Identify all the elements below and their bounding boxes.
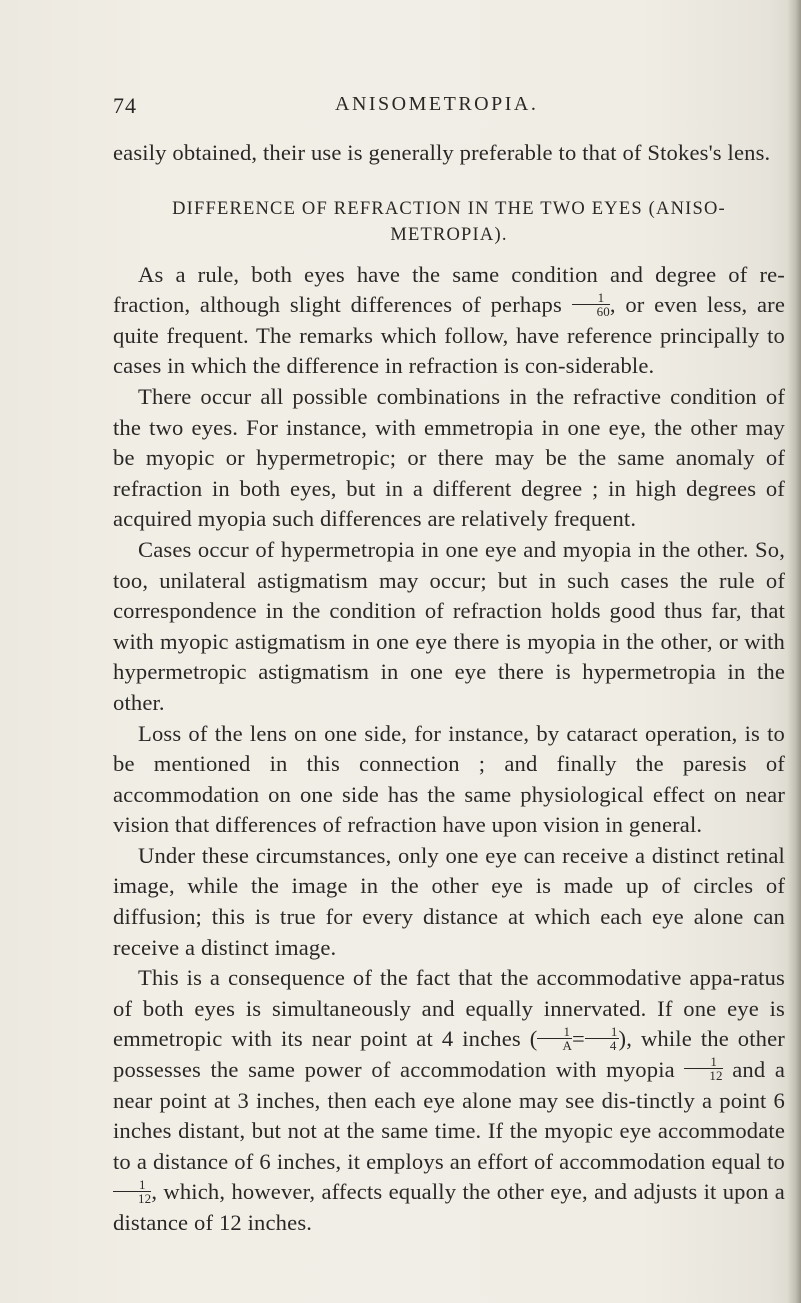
fraction-1-12-second: [113, 1178, 151, 1205]
running-head: [113, 93, 783, 123]
fraction-denominator: 60: [596, 303, 610, 319]
fraction-1-4: [585, 1025, 619, 1052]
section-heading: [113, 196, 785, 248]
page-edge-shadow: [787, 0, 801, 1303]
paragraph-1-part-b: , or even less, are quite frequent. The remarks which follow, have reference principally to cases in which the difference in refraction is con-siderable.: [113, 292, 786, 379]
section-heading-line-1: DIFFERENCE OF REFRACTION IN THE TWO EYES (ANISO-: [172, 198, 726, 219]
paragraph-2: There occur all possible combinations in the refractive condition of the two eyes. For instance, with emmetropia in one eye, the other may be myopic or hypermetropic; or there may be the same anomaly of refraction in both eyes, but in a different degree ; in high degrees of acquired myopia such differences are relatively frequent.: [113, 383, 785, 532]
fraction-denominator: 4: [609, 1037, 617, 1053]
fraction-denominator: 12: [709, 1068, 723, 1084]
fraction-numerator: 1: [684, 1055, 722, 1069]
equals-sign: =: [571, 1026, 585, 1052]
paragraph-3: Cases occur of hypermetropia in one eye and myopia in the other. So, too, unilateral astigmatism may occur; but in such cases the rule of correspondence in the condition of refraction holds good thus far, that with myopic astigmatism in one eye there is myopia in the other, or with hypermetropic astigmatism in one eye there is hypermetropia in the other.: [113, 536, 785, 715]
page-number: 74: [113, 93, 137, 118]
fraction-denominator: A: [562, 1037, 572, 1053]
paragraph-6-part-c: and a near point at 3 inches, then each eye alone may see dis-tinctly a point 6 inches distant, but not at the same time. If the myopic eye accommodate to a distance of 6 inches, it employs an effort of accommodation equal to: [113, 1057, 785, 1174]
section-heading-line-2: METROPIA).: [390, 224, 508, 245]
body-text: [113, 138, 785, 1239]
fraction-numerator: 1: [585, 1025, 619, 1039]
paragraph-1: [113, 260, 785, 382]
fraction-denominator: 12: [138, 1190, 152, 1206]
paragraph-6-part-a: This is a consequence of the fact that the accommodative appa-ratus of both eyes is simultaneously and equally innervated. If one eye is emmetropic with its near point at 4 inches (: [113, 965, 785, 1052]
paragraph-4: Loss of the lens on one side, for instance, by cataract operation, is to be mentioned in this connection ; and finally the paresis of accommodation on one side has the same physiological effect on near vision that differences of refraction have upon vision in general.: [113, 720, 785, 838]
paragraph-1-part-a: As a rule, both eyes have the same condition and degree of re-fraction, although slight differences of perhaps: [113, 261, 785, 318]
fraction-1-12: [684, 1055, 722, 1082]
fraction-numerator: 1: [113, 1178, 151, 1192]
fraction-numerator: 1: [537, 1025, 572, 1039]
paragraph-6: [113, 963, 785, 1238]
fraction-1-a: [537, 1025, 572, 1052]
fraction-1-60: [572, 291, 610, 318]
paragraph-5: Under these circumstances, only one eye can receive a distinct retinal image, while the image in the other eye is made up of circles of diffusion; this is true for every distance at which each eye alone can receive a distinct image.: [113, 842, 785, 960]
fraction-numerator: 1: [572, 291, 610, 305]
intro-paragraph: easily obtained, their use is generally preferable to that of Stokes's lens.: [113, 140, 771, 165]
paragraph-6-part-d: , which, however, affects equally the other eye, and adjusts it upon a distance of 12 inches.: [113, 1179, 785, 1235]
paragraph-6-part-b: ), while the other possesses the same power of accommodation with myopia: [113, 1026, 785, 1083]
running-title: ANISOMETROPIA.: [335, 93, 539, 115]
